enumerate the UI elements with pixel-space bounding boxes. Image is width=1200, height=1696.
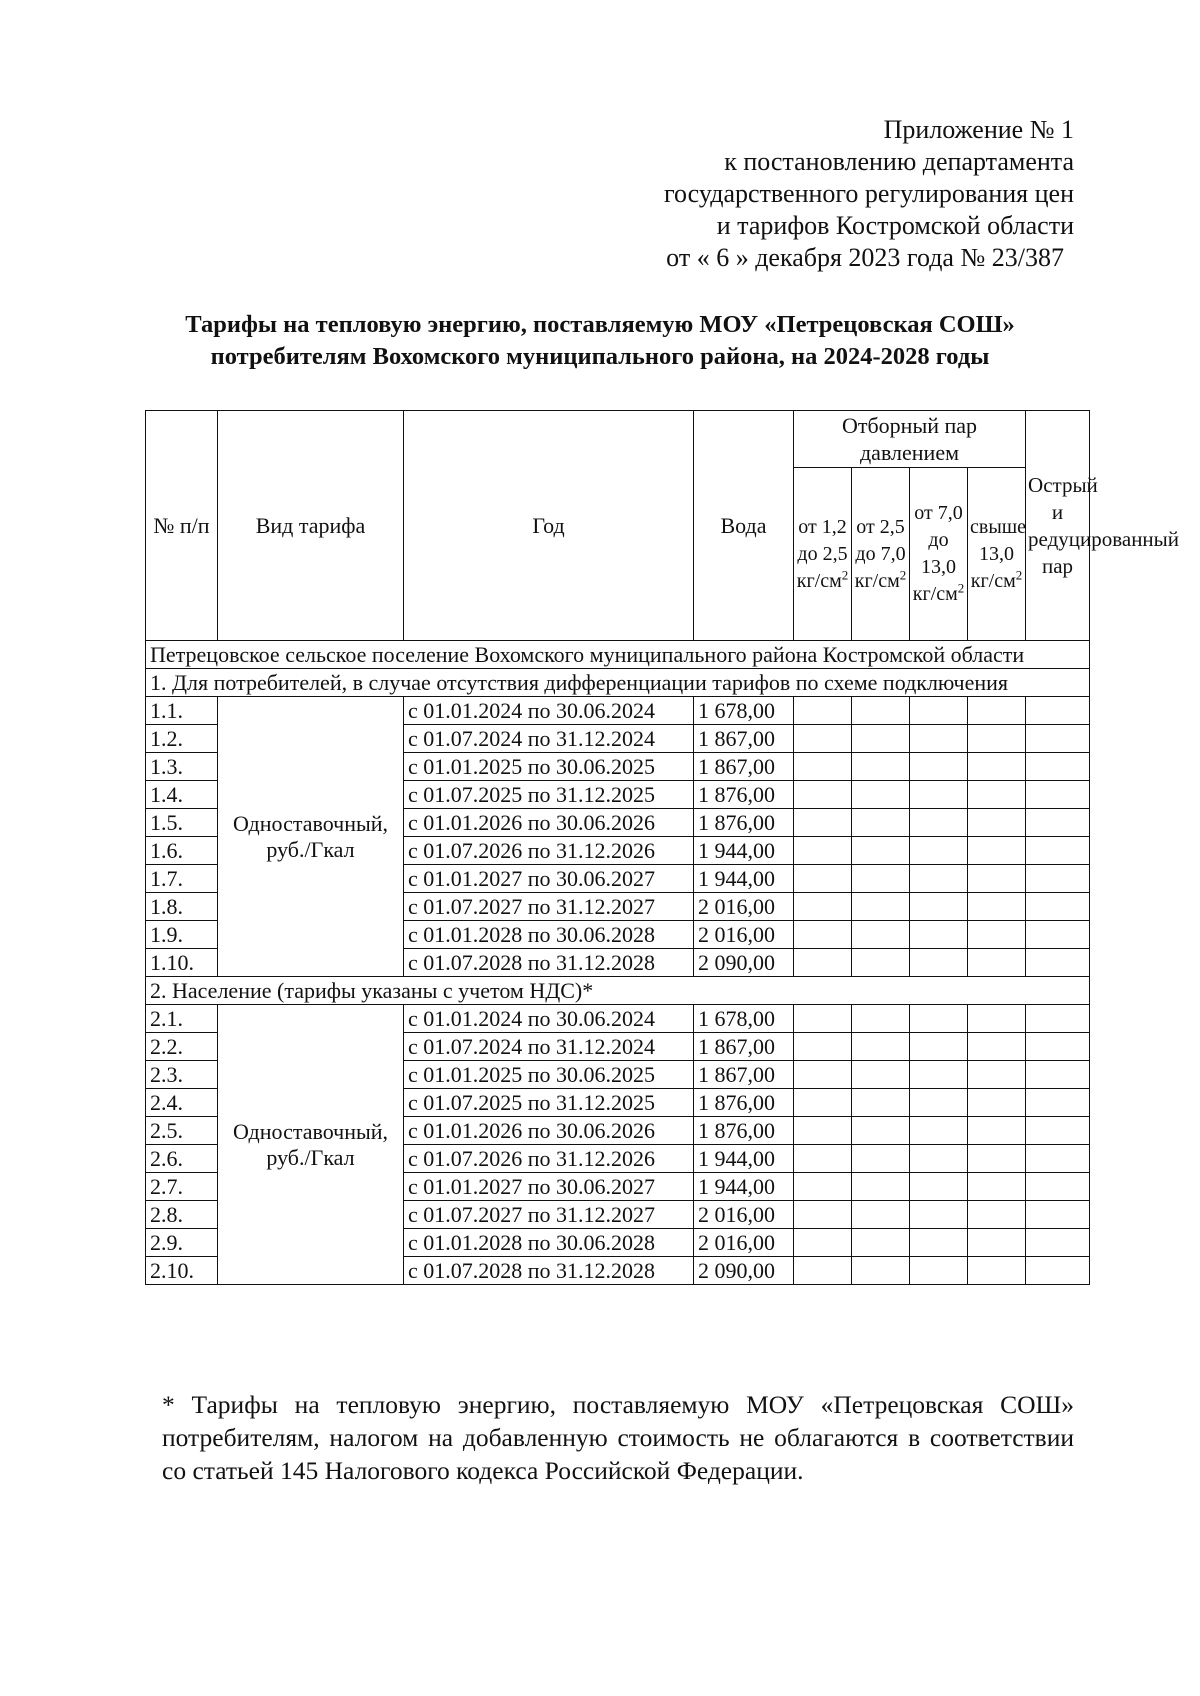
- row-period: с 01.01.2028 по 30.06.2028: [404, 1229, 694, 1257]
- empty-cell: [968, 725, 1026, 753]
- row-num: 1.10.: [146, 949, 218, 977]
- header-sharp-steam: Острый и редуцированный пар: [1026, 411, 1090, 641]
- row-water: 1 867,00: [694, 753, 794, 781]
- empty-cell: [1026, 753, 1090, 781]
- empty-cell: [852, 1117, 910, 1145]
- empty-cell: [968, 921, 1026, 949]
- empty-cell: [794, 865, 852, 893]
- row-water: 1 867,00: [694, 725, 794, 753]
- row-water: 2 090,00: [694, 1257, 794, 1285]
- row-num: 2.7.: [146, 1173, 218, 1201]
- approval-block: [664, 114, 1074, 274]
- empty-cell: [794, 781, 852, 809]
- empty-cell: [852, 809, 910, 837]
- empty-cell: [794, 1117, 852, 1145]
- row-num: 2.10.: [146, 1257, 218, 1285]
- empty-cell: [910, 949, 968, 977]
- row-water: 1 876,00: [694, 781, 794, 809]
- row-num: 1.6.: [146, 837, 218, 865]
- empty-cell: [794, 893, 852, 921]
- empty-cell: [852, 837, 910, 865]
- empty-cell: [968, 865, 1026, 893]
- empty-cell: [794, 753, 852, 781]
- row-water: 1 944,00: [694, 1173, 794, 1201]
- empty-cell: [910, 837, 968, 865]
- empty-cell: [794, 1033, 852, 1061]
- empty-cell: [910, 697, 968, 725]
- empty-cell: [968, 809, 1026, 837]
- empty-cell: [910, 1145, 968, 1173]
- empty-cell: [910, 1173, 968, 1201]
- empty-cell: [1026, 1201, 1090, 1229]
- empty-cell: [910, 1201, 968, 1229]
- empty-cell: [968, 1089, 1026, 1117]
- region-cell: Петрецовское сельское поселение Вохомского муниципального района Костромской области: [146, 641, 1090, 669]
- empty-cell: [794, 697, 852, 725]
- approval-line: к постановлению департамента: [724, 147, 1074, 176]
- empty-cell: [852, 697, 910, 725]
- document-title: [100, 309, 1100, 373]
- empty-cell: [1026, 781, 1090, 809]
- empty-cell: [1026, 809, 1090, 837]
- row-num: 1.2.: [146, 725, 218, 753]
- empty-cell: [852, 1145, 910, 1173]
- empty-cell: [910, 809, 968, 837]
- row-period: с 01.07.2024 по 31.12.2024: [404, 725, 694, 753]
- empty-cell: [852, 1089, 910, 1117]
- empty-cell: [910, 1005, 968, 1033]
- empty-cell: [794, 809, 852, 837]
- row-period: с 01.07.2024 по 31.12.2024: [404, 1033, 694, 1061]
- empty-cell: [852, 893, 910, 921]
- empty-cell: [852, 1061, 910, 1089]
- empty-cell: [852, 1005, 910, 1033]
- row-water: 1 876,00: [694, 1117, 794, 1145]
- empty-cell: [1026, 1089, 1090, 1117]
- row-num: 1.8.: [146, 893, 218, 921]
- empty-cell: [1026, 1005, 1090, 1033]
- empty-cell: [794, 1173, 852, 1201]
- row-water: 2 016,00: [694, 1201, 794, 1229]
- empty-cell: [852, 1257, 910, 1285]
- approval-line: от « 6 » декабря 2023 года № 23/387: [666, 243, 1064, 272]
- empty-cell: [852, 1201, 910, 1229]
- empty-cell: [1026, 865, 1090, 893]
- empty-cell: [794, 1257, 852, 1285]
- row-period: с 01.01.2025 по 30.06.2025: [404, 753, 694, 781]
- empty-cell: [794, 949, 852, 977]
- empty-cell: [794, 1229, 852, 1257]
- row-num: 2.5.: [146, 1117, 218, 1145]
- table-row: [146, 1005, 1090, 1033]
- region-row: [146, 641, 1090, 669]
- row-period: с 01.07.2026 по 31.12.2026: [404, 837, 694, 865]
- row-water: 1 867,00: [694, 1061, 794, 1089]
- header-year: Год: [404, 411, 694, 641]
- tariff-type: Одноставочный, руб./Гкал: [218, 1005, 404, 1285]
- empty-cell: [910, 781, 968, 809]
- empty-cell: [910, 1061, 968, 1089]
- row-num: 2.3.: [146, 1061, 218, 1089]
- empty-cell: [794, 837, 852, 865]
- empty-cell: [910, 865, 968, 893]
- empty-cell: [1026, 1061, 1090, 1089]
- tariff-type: Одноставочный, руб./Гкал: [218, 697, 404, 977]
- empty-cell: [852, 1033, 910, 1061]
- empty-cell: [794, 1005, 852, 1033]
- row-water: 1 944,00: [694, 865, 794, 893]
- row-num: 2.4.: [146, 1089, 218, 1117]
- header-row: [146, 411, 1090, 468]
- row-water: 1 678,00: [694, 1005, 794, 1033]
- approval-line: и тарифов Костромской области: [716, 211, 1074, 240]
- empty-cell: [968, 1061, 1026, 1089]
- section-row: [146, 977, 1090, 1005]
- row-num: 1.5.: [146, 809, 218, 837]
- row-num: 1.3.: [146, 753, 218, 781]
- empty-cell: [852, 921, 910, 949]
- empty-cell: [968, 697, 1026, 725]
- row-water: 2 016,00: [694, 921, 794, 949]
- empty-cell: [1026, 1033, 1090, 1061]
- empty-cell: [968, 1229, 1026, 1257]
- empty-cell: [968, 1201, 1026, 1229]
- row-period: с 01.07.2028 по 31.12.2028: [404, 1257, 694, 1285]
- row-period: с 01.01.2026 по 30.06.2026: [404, 1117, 694, 1145]
- header-num: № п/п: [146, 411, 218, 641]
- empty-cell: [1026, 837, 1090, 865]
- empty-cell: [1026, 697, 1090, 725]
- empty-cell: [910, 921, 968, 949]
- approval-line: государственного регулирования цен: [664, 179, 1074, 208]
- empty-cell: [968, 1257, 1026, 1285]
- empty-cell: [968, 837, 1026, 865]
- row-num: 2.9.: [146, 1229, 218, 1257]
- empty-cell: [1026, 1145, 1090, 1173]
- row-period: с 01.07.2027 по 31.12.2027: [404, 1201, 694, 1229]
- header-steam-group: Отборный пар давлением: [794, 411, 1026, 468]
- empty-cell: [852, 865, 910, 893]
- empty-cell: [794, 921, 852, 949]
- empty-cell: [910, 1117, 968, 1145]
- header-steam-3: от 7,0 до 13,0 $кг/см^2$: [910, 468, 968, 641]
- empty-cell: [852, 1173, 910, 1201]
- empty-cell: [794, 1201, 852, 1229]
- row-period: с 01.01.2027 по 30.06.2027: [404, 1173, 694, 1201]
- footnote-text: * Тарифы на тепловую энергию, поставляемую МОУ «Петрецовская СОШ» потребителям, налогом на добавленную стоимость не облагаются в соответствии со статьей 145 Налогового кодекса Российской Федерации.: [162, 1390, 1074, 1485]
- row-period: с 01.07.2026 по 31.12.2026: [404, 1145, 694, 1173]
- row-num: 2.2.: [146, 1033, 218, 1061]
- header-water: Вода: [694, 411, 794, 641]
- row-water: 1 944,00: [694, 837, 794, 865]
- header-vid: Вид тарифа: [218, 411, 404, 641]
- empty-cell: [794, 1061, 852, 1089]
- row-period: с 01.01.2026 по 30.06.2026: [404, 809, 694, 837]
- row-num: 2.1.: [146, 1005, 218, 1033]
- row-period: с 01.07.2025 по 31.12.2025: [404, 1089, 694, 1117]
- row-period: с 01.01.2025 по 30.06.2025: [404, 1061, 694, 1089]
- row-water: 1 678,00: [694, 697, 794, 725]
- row-period: с 01.01.2024 по 30.06.2024: [404, 1005, 694, 1033]
- title-line: потребителям Вохомского муниципального района, на 2024-2028 годы: [210, 343, 990, 370]
- row-water: 1 876,00: [694, 809, 794, 837]
- row-num: 1.1.: [146, 697, 218, 725]
- row-water: 1 944,00: [694, 1145, 794, 1173]
- empty-cell: [910, 725, 968, 753]
- empty-cell: [968, 753, 1026, 781]
- empty-cell: [910, 1089, 968, 1117]
- header-steam-1: от 1,2 до 2,5 $кг/см^2$: [794, 468, 852, 641]
- empty-cell: [1026, 893, 1090, 921]
- row-num: 1.4.: [146, 781, 218, 809]
- empty-cell: [968, 1033, 1026, 1061]
- tariff-table: [145, 410, 1180, 1285]
- empty-cell: [968, 1173, 1026, 1201]
- row-water: 2 016,00: [694, 893, 794, 921]
- empty-cell: [910, 753, 968, 781]
- empty-cell: [968, 1117, 1026, 1145]
- empty-cell: [794, 1089, 852, 1117]
- empty-cell: [794, 725, 852, 753]
- row-num: 2.8.: [146, 1201, 218, 1229]
- row-num: 2.6.: [146, 1145, 218, 1173]
- row-period: с 01.07.2025 по 31.12.2025: [404, 781, 694, 809]
- section-row: [146, 669, 1090, 697]
- empty-cell: [852, 1229, 910, 1257]
- row-period: с 01.01.2028 по 30.06.2028: [404, 921, 694, 949]
- title-line: Тарифы на тепловую энергию, поставляемую МОУ «Петрецовская СОШ»: [185, 311, 1015, 338]
- empty-cell: [794, 1145, 852, 1173]
- row-water: 2 016,00: [694, 1229, 794, 1257]
- empty-cell: [1026, 725, 1090, 753]
- row-num: 1.7.: [146, 865, 218, 893]
- row-water: 1 867,00: [694, 1033, 794, 1061]
- empty-cell: [968, 781, 1026, 809]
- empty-cell: [1026, 1117, 1090, 1145]
- row-water: 2 090,00: [694, 949, 794, 977]
- empty-cell: [910, 1033, 968, 1061]
- header-steam-2: от 2,5 до 7,0 $кг/см^2$: [852, 468, 910, 641]
- empty-cell: [1026, 921, 1090, 949]
- row-num: 1.9.: [146, 921, 218, 949]
- header-steam-4: свыше 13,0 $кг/см^2$: [968, 468, 1026, 641]
- empty-cell: [910, 1229, 968, 1257]
- row-period: с 01.01.2027 по 30.06.2027: [404, 865, 694, 893]
- row-period: с 01.01.2024 по 30.06.2024: [404, 697, 694, 725]
- empty-cell: [968, 1005, 1026, 1033]
- approval-line: Приложение № 1: [883, 115, 1074, 144]
- empty-cell: [852, 949, 910, 977]
- empty-cell: [968, 1145, 1026, 1173]
- empty-cell: [852, 781, 910, 809]
- empty-cell: [910, 1257, 968, 1285]
- row-period: с 01.07.2028 по 31.12.2028: [404, 949, 694, 977]
- empty-cell: [1026, 949, 1090, 977]
- section-title: 2. Население (тарифы указаны с учетом НДС)*: [146, 977, 1090, 1005]
- empty-cell: [968, 949, 1026, 977]
- empty-cell: [852, 725, 910, 753]
- empty-cell: [852, 753, 910, 781]
- empty-cell: [1026, 1229, 1090, 1257]
- row-water: 1 876,00: [694, 1089, 794, 1117]
- row-period: с 01.07.2027 по 31.12.2027: [404, 893, 694, 921]
- empty-cell: [1026, 1173, 1090, 1201]
- footnote: [162, 1388, 1074, 1487]
- section-title: 1. Для потребителей, в случае отсутствия дифференциации тарифов по схеме подключения: [146, 669, 1090, 697]
- empty-cell: [968, 893, 1026, 921]
- table-row: [146, 697, 1090, 725]
- empty-cell: [1026, 1257, 1090, 1285]
- empty-cell: [910, 893, 968, 921]
